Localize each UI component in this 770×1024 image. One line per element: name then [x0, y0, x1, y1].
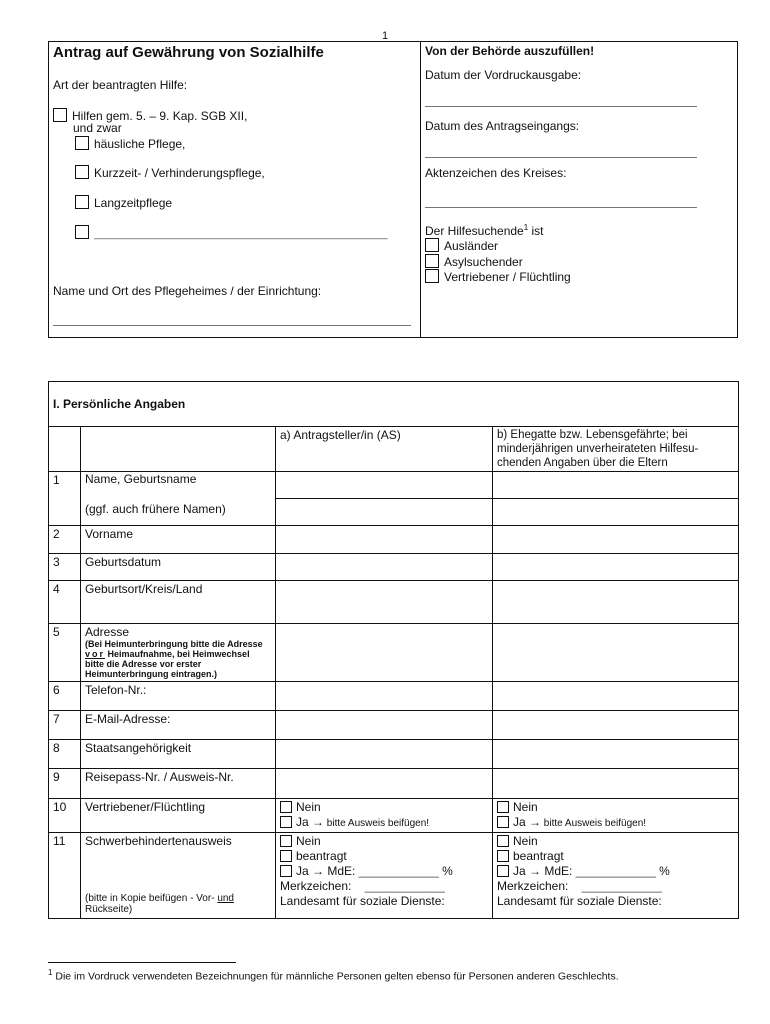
row-5-label: Adresse [85, 625, 130, 639]
option-home-care-label: häusliche Pflege, [94, 137, 186, 151]
row-10-b-yes-arrow-icon: → [529, 815, 542, 829]
row-1b-spouse-input[interactable] [493, 499, 739, 526]
row-2-spouse-input[interactable] [493, 526, 739, 554]
row-9-label: Reisepass-Nr. / Ausweis-Nr. [81, 769, 276, 799]
row-10-a-yes-prefix: Ja [296, 815, 313, 829]
applicant-status-label [425, 223, 544, 238]
status-asylum-label: Asylsuchender [444, 255, 523, 269]
row-8-spouse-input[interactable] [493, 740, 739, 769]
row-4-spouse-input[interactable] [493, 581, 739, 624]
facility-label: Name und Ort des Pflegeheimes / der Einrichtung: [53, 284, 322, 298]
form-issue-date-line[interactable] [425, 106, 697, 107]
row-10-b-yes-prefix: Ja [513, 815, 530, 829]
applicant-status-prefix: Der Hilfesuchende [425, 224, 524, 238]
row-11-b-no[interactable] [497, 834, 734, 849]
checkbox-refugee[interactable] [425, 269, 439, 283]
status-foreigner[interactable] [425, 238, 498, 253]
row-6-applicant-input[interactable] [276, 682, 493, 711]
row-11-b-merk [497, 879, 734, 894]
row-11-a-merk [280, 879, 488, 894]
row-11-a-pending[interactable] [280, 849, 488, 864]
row-11-cell [81, 833, 276, 919]
option-short-term-care-label: Kurzzeit- / Verhinderungspflege, [94, 166, 265, 180]
row-11-a-no-label: Nein [296, 834, 321, 848]
row-11-note-suffix: Rückseite) [85, 904, 133, 915]
row-4-applicant-input[interactable] [276, 581, 493, 624]
row-10-b-no-label: Nein [513, 800, 538, 814]
row-11-b-mde-input[interactable]: ____________ [575, 864, 656, 878]
row-1-spouse-input[interactable] [493, 472, 739, 499]
row-11-num: 11 [49, 833, 81, 919]
status-foreigner-label: Ausländer [444, 239, 499, 253]
row-8-label: Staatsangehörigkeit [81, 740, 276, 769]
row-10-spouse-options [493, 799, 739, 833]
facility-input-line[interactable] [53, 325, 411, 326]
checkbox-sgb-xii[interactable] [53, 108, 67, 122]
row-11-a-merk-input[interactable]: ____________ [364, 879, 445, 893]
row-10-a-no[interactable] [280, 800, 488, 815]
checkbox-10-b-no[interactable] [497, 801, 509, 813]
checkbox-11-a-no[interactable] [280, 835, 292, 847]
row-11-b-yes-label: Ja → MdE: [513, 864, 573, 878]
applicant-status-suffix: ist [528, 224, 544, 238]
row-5-spouse-input[interactable] [493, 624, 739, 682]
status-refugee[interactable] [425, 269, 571, 284]
option-sgb-xii-continuation: und zwar [73, 121, 122, 135]
col-applicant-header: a) Antragsteller/in (AS) [276, 427, 493, 472]
row-5-note [85, 639, 271, 679]
row-11-note-prefix: (bitte in Kopie beifügen - Vor- [85, 893, 218, 904]
row-10-b-no[interactable] [497, 800, 734, 815]
row-2-applicant-input[interactable] [276, 526, 493, 554]
authority-heading: Von der Behörde auszufüllen! [425, 44, 595, 58]
row-1-sublabel: (ggf. auch frühere Namen) [81, 499, 276, 526]
checkbox-long-term-care[interactable] [75, 195, 89, 209]
checkbox-10-a-no[interactable] [280, 801, 292, 813]
row-11-spouse-options [493, 833, 739, 919]
row-10-a-yes-text: bitte Ausweis beifügen! [324, 818, 430, 829]
receipt-date-label: Datum des Antragseingangs: [425, 119, 580, 133]
status-asylum[interactable] [425, 254, 523, 269]
row-11-a-pending-label: beantragt [296, 849, 347, 863]
aid-type-label: Art der beantragten Hilfe: [53, 78, 188, 92]
row-10-a-yes-arrow-icon: → [312, 815, 325, 829]
row-9-num: 9 [49, 769, 81, 799]
footnote-mark: 1 [48, 968, 53, 977]
row-5-cell [81, 624, 276, 682]
row-11-b-office-label: Landesamt für soziale Dienste: [497, 894, 662, 908]
file-ref-label: Aktenzeichen des Kreises: [425, 166, 567, 180]
row-11-a-office-label: Landesamt für soziale Dienste: [280, 894, 445, 908]
footnote-text: Die im Vordruck verwendeten Bezeichnungen für männliche Personen gelten ebenso für Personen anderen Geschlechts. [52, 970, 619, 983]
row-5-applicant-input[interactable] [276, 624, 493, 682]
footnote-ref: 1 [523, 223, 529, 232]
row-7-spouse-input[interactable] [493, 711, 739, 740]
checkbox-home-care[interactable] [75, 136, 89, 150]
row-11-b-yes[interactable] [497, 864, 734, 879]
row-11-b-percent: % [659, 864, 670, 878]
form-title: Antrag auf Gewährung von Sozialhilfe [53, 44, 324, 61]
row-10-applicant-options [276, 799, 493, 833]
row-1-num: 1 [49, 472, 81, 499]
row-9-applicant-input[interactable] [276, 769, 493, 799]
row-1-label: Name, Geburtsname [81, 472, 276, 499]
form-issue-date-label: Datum der Vordruckausgabe: [425, 68, 582, 82]
row-7-label: E-Mail-Adresse: [81, 711, 276, 740]
checkbox-other[interactable] [75, 225, 89, 239]
col-spouse-header: b) Ehegatte bzw. Lebensgefährte; bei minderjährigen unverheirateten Hilfesu-chenden Angaben über die Eltern [493, 427, 739, 472]
row-10-num: 10 [49, 799, 81, 833]
row-8-num: 8 [49, 740, 81, 769]
row-1-applicant-input[interactable] [276, 472, 493, 499]
footnote [48, 968, 619, 983]
option-short-term-care[interactable] [75, 165, 265, 180]
row-4-label: Geburtsort/Kreis/Land [81, 581, 276, 624]
row-10-a-yes[interactable] [280, 815, 488, 831]
row-11-b-merk-input[interactable]: ____________ [581, 879, 662, 893]
row-3-spouse-input[interactable] [493, 554, 739, 581]
row-11-a-yes[interactable] [280, 864, 488, 879]
option-long-term-care[interactable] [75, 195, 172, 210]
row-5-num: 5 [49, 624, 81, 682]
row-10-b-yes-text: bitte Ausweis beifügen! [541, 818, 647, 829]
row-3-num: 3 [49, 554, 81, 581]
row-8-applicant-input[interactable] [276, 740, 493, 769]
row-5-note-part1: (Bei Heimunterbringung bitte die Adresse [85, 639, 263, 649]
receipt-date-line[interactable] [425, 157, 697, 158]
row-5-note-part2: Heimaufnahme, bei Heimwechsel bitte die Adresse vor erster Heimunterbringung eintragen.) [85, 649, 250, 679]
row-11-b-pending[interactable] [497, 849, 734, 864]
checkbox-11-b-no[interactable] [497, 835, 509, 847]
option-home-care[interactable] [75, 136, 185, 151]
row-10-b-yes[interactable] [497, 815, 734, 831]
row-5-note-emphasis: vor [85, 649, 106, 659]
table-head-num [49, 427, 81, 472]
checkbox-10-a-yes[interactable] [280, 816, 292, 828]
row-11-b-merk-label: Merkzeichen: [497, 879, 569, 893]
checkbox-short-term-care[interactable] [75, 165, 89, 179]
row-11-b-pending-label: beantragt [513, 849, 564, 863]
row-10-label: Vertriebener/Flüchtling [81, 799, 276, 833]
row-4-num: 4 [49, 581, 81, 624]
page-number: 1 [381, 30, 389, 42]
row-11-label: Schwerbehindertenausweis [85, 834, 232, 848]
row-6-label: Telefon-Nr.: [81, 682, 276, 711]
file-ref-line[interactable] [425, 207, 697, 208]
footnote-separator [48, 962, 236, 963]
row-11-a-percent: % [442, 864, 453, 878]
row-10-a-no-label: Nein [296, 800, 321, 814]
row-11-note-und: und [217, 893, 234, 904]
option-other[interactable] [75, 225, 388, 240]
option-other-blank[interactable]: ________________________________________________ [94, 228, 388, 240]
checkbox-11-b-yes[interactable] [497, 865, 509, 877]
row-11-a-no[interactable] [280, 834, 488, 849]
row-11-b-no-label: Nein [513, 834, 538, 848]
header-divider [420, 41, 421, 338]
row-2-num: 2 [49, 526, 81, 554]
row-11-a-yes-label: Ja → MdE: [296, 864, 356, 878]
status-refugee-label: Vertriebener / Flüchtling [444, 270, 571, 284]
row-2-label: Vorname [81, 526, 276, 554]
row-11-a-mde-input[interactable]: ____________ [358, 864, 439, 878]
row-7-num: 7 [49, 711, 81, 740]
row-1-num-cont [49, 499, 81, 526]
checkbox-11-a-pending[interactable] [280, 850, 292, 862]
row-9-spouse-input[interactable] [493, 769, 739, 799]
section-title: I. Persönliche Angaben [49, 382, 739, 427]
option-sgb-xii-label: Hilfen gem. 5. – 9. Kap. SGB XII, [72, 109, 248, 123]
row-3-applicant-input[interactable] [276, 554, 493, 581]
row-11-note [85, 893, 275, 915]
row-3-label: Geburtsdatum [81, 554, 276, 581]
table-head-label [81, 427, 276, 472]
checkbox-foreigner[interactable] [425, 238, 439, 252]
checkbox-11-b-pending[interactable] [497, 850, 509, 862]
checkbox-11-a-yes[interactable] [280, 865, 292, 877]
row-11-applicant-options [276, 833, 493, 919]
row-11-a-merk-label: Merkzeichen: [280, 879, 352, 893]
row-6-spouse-input[interactable] [493, 682, 739, 711]
personal-data-table [48, 381, 739, 919]
checkbox-10-b-yes[interactable] [497, 816, 509, 828]
checkbox-asylum[interactable] [425, 254, 439, 268]
row-6-num: 6 [49, 682, 81, 711]
option-long-term-care-label: Langzeitpflege [94, 196, 173, 210]
row-1b-applicant-input[interactable] [276, 499, 493, 526]
row-7-applicant-input[interactable] [276, 711, 493, 740]
